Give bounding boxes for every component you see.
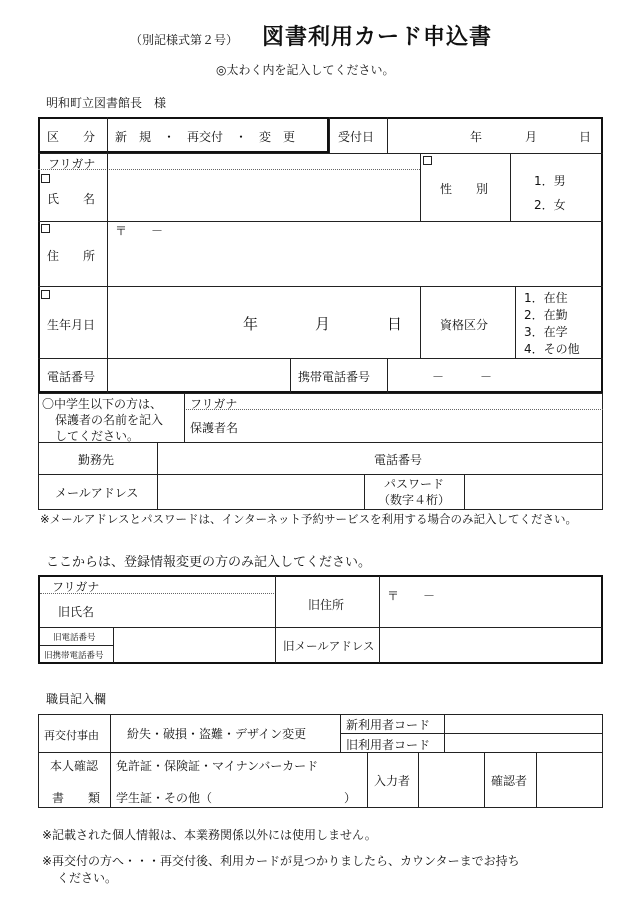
birth-month: 月 — [315, 315, 331, 333]
receipt-month: 月 — [525, 130, 538, 144]
phone-field[interactable] — [108, 359, 289, 392]
change-section-intro: ここからは、登録情報変更の方のみ記入してください。 — [46, 555, 372, 570]
addressee: 明和町立図書館長 様 — [46, 96, 167, 110]
old-email-label: 旧メールアドレス — [283, 639, 375, 653]
documents-line2: 学生証・その他（ ） — [116, 791, 357, 805]
email-label: メールアドレス — [55, 486, 139, 500]
address-label: 住 所 — [47, 249, 96, 263]
workplace-phone-label: 電話番号 — [374, 453, 423, 467]
receipt-date-label: 受付日 — [338, 130, 375, 144]
guardian-note-line1: 〇中学生以下の方は、 — [42, 397, 163, 411]
gender-checkbox[interactable] — [423, 156, 432, 165]
guardian-name-label: 保護者名 — [190, 421, 239, 435]
qualification-option-student[interactable]: 3．在学 — [524, 325, 568, 339]
staff-section-heading: 職員記入欄 — [46, 692, 107, 706]
old-user-code-label: 旧利用者コード — [346, 738, 431, 752]
qualification-option-resident[interactable]: 1．在住 — [524, 291, 568, 305]
gender-option-female[interactable]: 2．女 — [534, 198, 566, 212]
old-furigana-label: フリガナ — [52, 580, 100, 594]
reissue-reasons: 紛失・破損・盗難・デザイン変更 — [127, 727, 307, 741]
category-options[interactable]: 新 規 ・ 再交付 ・ 変 更 — [115, 130, 296, 144]
old-mobile-label: 旧携帯電話番号 — [44, 651, 104, 661]
reissue-note-line2: ください。 — [57, 871, 118, 885]
password-label: パスワード — [384, 477, 445, 491]
form-number: （別記様式第２号） — [130, 33, 239, 47]
password-field[interactable] — [465, 475, 602, 509]
documents-label: 書 類 — [52, 791, 101, 805]
email-note: ※メールアドレスとパスワードは、インターネット予約サービスを利用する場合のみ記入してください。 — [40, 512, 578, 526]
postal-mark: 〒 － — [115, 224, 164, 238]
old-phone-label: 旧電話番号 — [53, 633, 96, 643]
qualification-option-other[interactable]: 4．その他 — [524, 342, 580, 356]
guardian-note-line3: してください。 — [55, 429, 140, 443]
guardian-note-line2: 保護者の名前を記入 — [55, 413, 164, 427]
entered-by-label: 入力者 — [374, 774, 411, 788]
address-checkbox[interactable] — [41, 224, 50, 233]
new-user-code-label: 新利用者コード — [346, 718, 431, 732]
receipt-year: 年 — [470, 130, 483, 144]
phone-label: 電話番号 — [47, 370, 96, 384]
workplace-label: 勤務先 — [78, 453, 115, 467]
email-field[interactable] — [158, 475, 363, 509]
qualification-label: 資格区分 — [440, 318, 489, 332]
furigana-label: フリガナ — [48, 157, 96, 171]
reissue-reason-label: 再交付事由 — [44, 729, 99, 742]
name-label: 氏 名 — [47, 192, 96, 206]
gender-option-male[interactable]: 1．男 — [534, 174, 566, 188]
address-field[interactable] — [108, 238, 602, 285]
birthdate-checkbox[interactable] — [41, 290, 50, 299]
confirmed-by-label: 確認者 — [491, 774, 528, 788]
birthdate-label: 生年月日 — [47, 318, 96, 332]
form-title: 図書利用カード申込書 — [262, 25, 493, 50]
receipt-day: 日 — [579, 130, 592, 144]
birth-day: 日 — [387, 315, 403, 333]
qualification-option-worker[interactable]: 2．在勤 — [524, 308, 568, 322]
old-name-label: 旧氏名 — [58, 605, 95, 619]
birth-year: 年 — [243, 315, 259, 333]
documents-line1: 免許証・保険証・マイナンバーカード — [116, 759, 319, 773]
id-check-label: 本人確認 — [50, 759, 99, 773]
name-field[interactable] — [108, 170, 419, 220]
old-postal-mark: 〒 － — [387, 589, 436, 603]
privacy-note: ※記載された個人情報は、本業務関係以外には使用しません。 — [42, 828, 377, 842]
mobile-label: 携帯電話番号 — [298, 370, 371, 384]
category-label: 区 分 — [47, 130, 96, 144]
instruction-text: ◎太わく内を記入してください。 — [216, 63, 395, 77]
mobile-dashes[interactable]: － － — [432, 370, 493, 384]
name-checkbox[interactable] — [41, 174, 50, 183]
gender-label: 性 別 — [440, 182, 489, 196]
password-hint: （数字４桁） — [378, 493, 451, 507]
reissue-note-line1: ※再交付の方へ・・・再交付後、利用カードが見つかりましたら、カウンターまでお持ち — [42, 854, 520, 868]
guardian-furigana-label: フリガナ — [190, 397, 238, 411]
old-address-label: 旧住所 — [308, 598, 345, 612]
